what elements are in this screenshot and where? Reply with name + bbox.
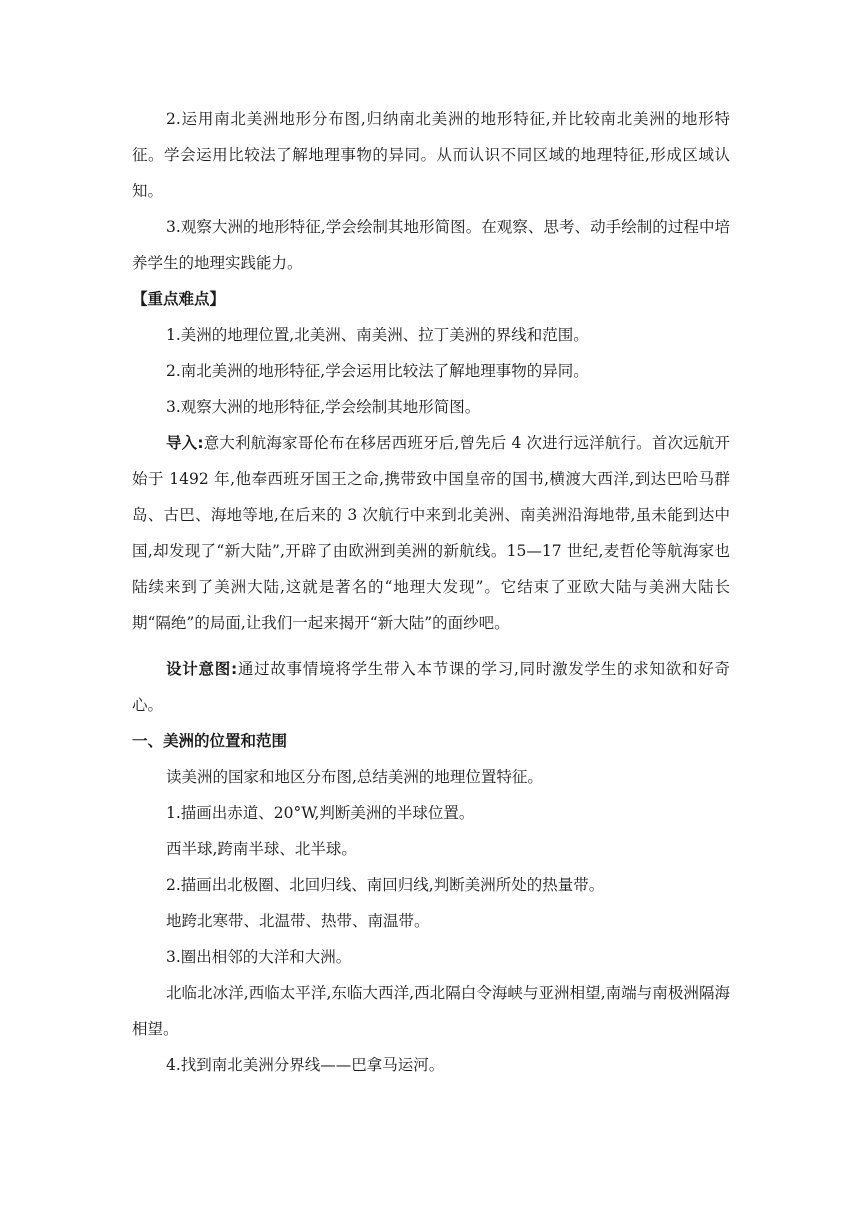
key-point-1: 1.美洲的地理位置,北美洲、南美洲、拉丁美洲的界线和范围。 — [166, 326, 589, 344]
design-text: 通过故事情境将学生带入本节课的学习,同时激发学生的求知欲和好奇心。 — [132, 660, 730, 714]
question-2: 2.描画出北极圈、北回归线、南回归线,判断美洲所处的热量带。 — [166, 876, 605, 894]
objective-2: 2.运用南北美洲地形分布图,归纳南北美洲的地形特征,并比较南北美洲的地形特征。学会运用比较法了解地理事物的异同。从而认识不同区域的地理特征,形成区域认知。 — [132, 110, 730, 200]
intro-label: 导入: — [166, 434, 204, 452]
section-1-heading: 一、美洲的位置和范围 — [132, 732, 288, 750]
key-points-heading: 【重点难点】 — [132, 290, 226, 308]
document-body — [132, 101, 730, 1083]
section-1-task: 读美洲的国家和地区分布图,总结美洲的地理位置特征。 — [166, 768, 543, 786]
intro-text: 意大利航海家哥伦布在移居西班牙后,曾先后 4 次进行远洋航行。首次远航开始于 1492 年,他奉西班牙国王之命,携带致中国皇帝的国书,横渡大西洋,到达巴哈马群岛、古巴、海地等地,在后来的 3 次航行中来到北美洲、南美洲沿海地带,虽未能到达中国,却发现了“新大陆”,开辟了由欧洲到美洲的新航线。15—17 世纪,麦哲伦等航海家也陆续来到了美洲大陆,这就是著名的“地理大发现”。它结束了亚欧大陆与美洲大陆长期“隔绝”的局面,让我们一起来揭开“新大陆”的面纱吧。 — [132, 434, 730, 632]
key-point-2: 2.南北美洲的地形特征,学会运用比较法了解地理事物的异同。 — [166, 362, 589, 380]
key-point-3: 3.观察大洲的地形特征,学会绘制其地形简图。 — [166, 398, 481, 416]
design-label: 设计意图: — [166, 660, 238, 678]
intro-paragraph — [132, 425, 730, 641]
answer-1: 西半球,跨南半球、北半球。 — [166, 840, 357, 858]
objective-3: 3.观察大洲的地形特征,学会绘制其地形简图。在观察、思考、动手绘制的过程中培养学生的地理实践能力。 — [132, 218, 730, 272]
answer-3: 北临北冰洋,西临太平洋,东临大西洋,西北隔白令海峡与亚洲相望,南端与南极洲隔海相望。 — [132, 984, 730, 1038]
question-1: 1.描画出赤道、20°W,判断美洲的半球位置。 — [166, 804, 475, 822]
question-3: 3.圈出相邻的大洋和大洲。 — [166, 948, 352, 966]
design-paragraph — [132, 651, 730, 723]
spacer — [132, 641, 730, 651]
answer-2: 地跨北寒带、北温带、热带、南温带。 — [166, 912, 430, 930]
question-4: 4.找到南北美洲分界线——巴拿马运河。 — [166, 1056, 445, 1074]
